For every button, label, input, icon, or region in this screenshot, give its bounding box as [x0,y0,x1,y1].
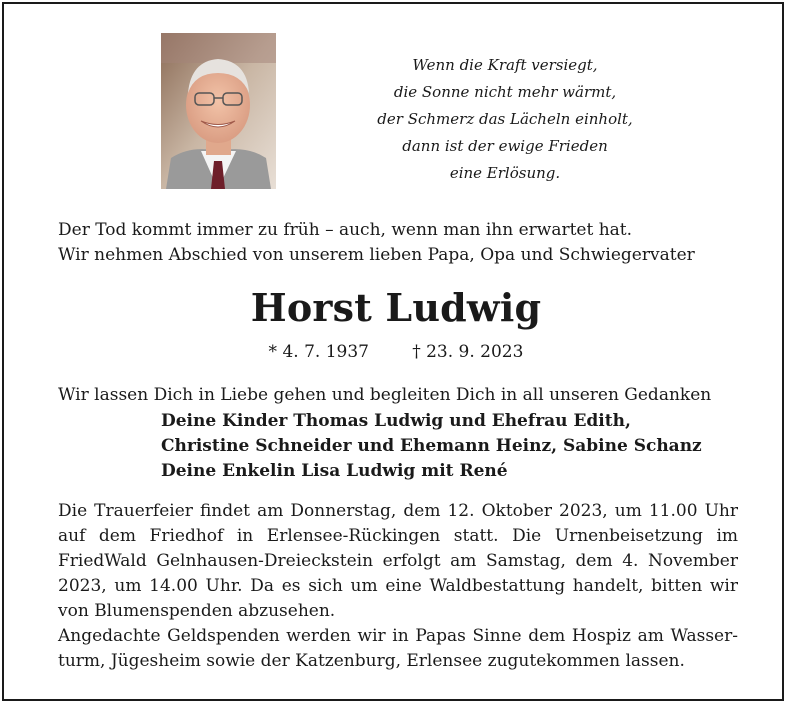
family-line: Christine Schneider und Ehemann Heinz, Sabine Schanz [161,436,702,456]
intro-line: Wir nehmen Abschied von unserem lieben Papa, Opa und Schwiegervater [58,245,695,265]
family-line: Deine Kinder Thomas Ludwig und Ehefrau Edith, [161,411,631,431]
info-line: turm, Jügesheim sowie der Katzenburg, Erlensee zugutekommen lassen. [58,651,685,671]
poem-line: die Sonne nicht mehr wärmt, [393,83,617,101]
poem-line: der Schmerz das Lächeln einholt, [377,110,633,128]
life-dates [0,340,792,364]
intro-text [58,218,695,268]
farewell-text: Wir lassen Dich in Liebe gehen und begleiten Dich in all unseren Gedanken [58,385,712,405]
info-line: FriedWald Gelnhausen-Dreieckstein erfolgt am Samstag, dem 4. November [58,551,738,571]
poem-line: Wenn die Kraft versiegt, [412,56,598,74]
family-line: Deine Enkelin Lisa Ludwig mit René [161,461,508,481]
poem-line: dann ist der ewige Frieden [402,137,608,155]
info-line: auf dem Friedhof in Erlensee-Rückingen statt. Die Urnenbeisetzung im [58,526,738,546]
portrait-photo [161,33,276,189]
poem-line: eine Erlösung. [449,164,561,182]
intro-line: Der Tod kommt immer zu früh – auch, wenn man ihn erwartet hat. [58,220,633,240]
birth-date: * 4. 7. 1937 [268,342,369,362]
info-line: Die Trauerfeier findet am Donnerstag, dem 12. Oktober 2023, um 11.00 Uhr [58,501,738,521]
info-line: 2023, um 14.00 Uhr. Da es sich um eine Waldbestattung handelt, bitten wir [58,576,738,596]
poem [355,52,655,187]
family-signature [161,409,702,484]
info-line: Angedachte Geldspenden werden wir in Papas Sinne dem Hospiz am Wasser- [58,626,738,646]
info-line: von Blumenspenden abzusehen. [58,601,336,621]
funeral-info [58,499,738,674]
deceased-name: Horst Ludwig [250,285,542,330]
death-date: † 23. 9. 2023 [412,342,524,362]
